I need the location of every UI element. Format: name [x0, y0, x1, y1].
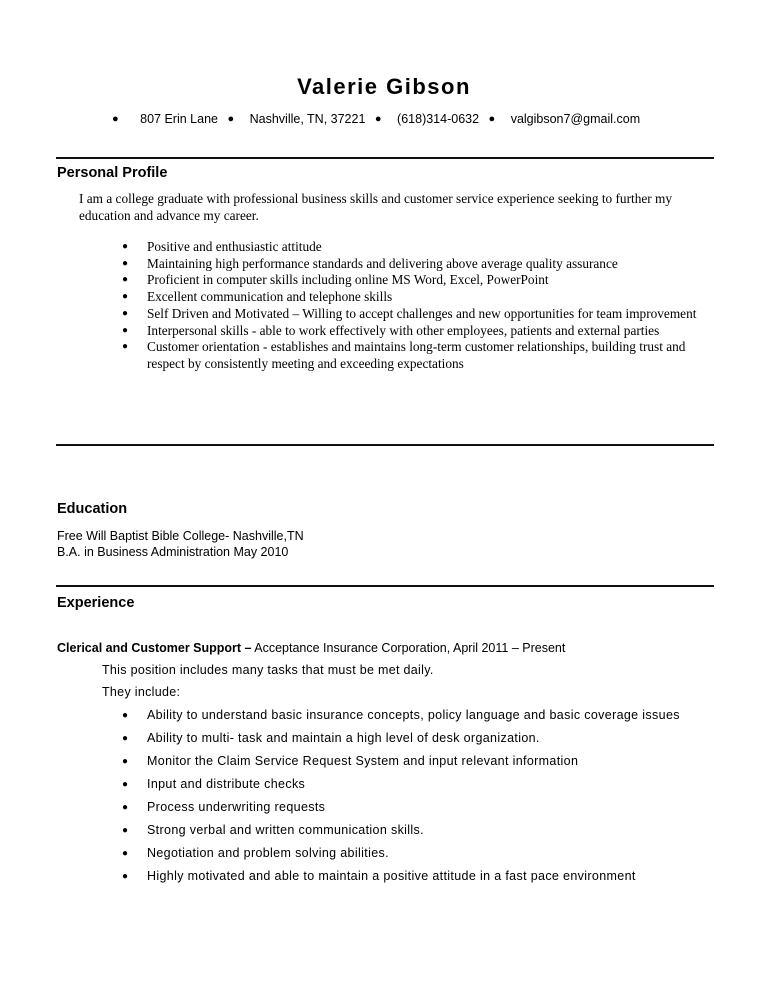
list-item: ● Input and distribute checks — [122, 777, 306, 791]
list-item: ● Proficient in computer skills including online MS Word, Excel, PowerPoint — [122, 272, 549, 288]
job-line — [57, 641, 565, 655]
bullet-icon: ● — [122, 779, 129, 790]
contact-email: valgibson7@gmail.com — [510, 112, 641, 126]
experience-list — [122, 708, 707, 892]
bullet-icon: ● — [122, 871, 129, 882]
bullet-icon: ● — [488, 113, 496, 125]
contact-phone: (618)314-0632 — [397, 112, 480, 126]
bullet-icon: ● — [122, 733, 129, 744]
bullet-icon: ● — [122, 307, 129, 319]
bullet-icon: ● — [122, 825, 129, 836]
list-item: ● Highly motivated and able to maintain a positive attitude in a fast pace environment — [122, 869, 636, 883]
section-divider — [56, 444, 714, 446]
list-item: ● Self Driven and Motivated – Willing to accept challenges and new opportunities for team improvement — [122, 305, 697, 321]
bullet-icon: ● — [122, 324, 129, 336]
bullet-icon: ● — [374, 113, 382, 125]
job-description-lead: They include: — [102, 685, 181, 699]
contact-line — [112, 112, 640, 126]
bullet-icon: ● — [122, 257, 129, 269]
education-block — [57, 528, 304, 560]
job-detail: Acceptance Insurance Corporation, April 2011 – Present — [251, 641, 566, 655]
section-divider — [56, 585, 714, 587]
contact-address: 807 Erin Lane — [140, 112, 218, 126]
list-item: ● Maintaining high performance standards and delivering above average quality assurance — [122, 255, 618, 271]
list-item: ● Negotiation and problem solving abilities. — [122, 846, 389, 860]
bullet-icon: ● — [122, 241, 129, 252]
bullet-icon: ● — [122, 756, 129, 767]
list-item: ● Ability to multi- task and maintain a high level of desk organization. — [122, 731, 540, 745]
resume-name: Valerie Gibson — [297, 74, 471, 99]
bullet-icon: ● — [122, 802, 129, 813]
bullet-icon: ● — [122, 291, 129, 303]
bullet-icon: ● — [122, 341, 129, 353]
profile-list — [122, 239, 717, 373]
job-title: Clerical and Customer Support – — [57, 641, 252, 655]
list-item: ● Monitor the Claim Service Request System and input relevant information — [122, 754, 579, 768]
bullet-icon: ● — [112, 113, 119, 125]
bullet-icon: ● — [122, 274, 129, 286]
education-degree: B.A. in Business Administration May 2010 — [57, 545, 289, 559]
education-school: Free Will Baptist Bible College- Nashville,TN — [57, 529, 304, 543]
profile-intro: I am a college graduate with professional business skills and customer service experience seeking to further my education and advance my career. — [79, 191, 672, 223]
list-item: ● Positive and enthusiastic attitude — [122, 239, 322, 254]
bullet-icon: ● — [227, 113, 235, 125]
contact-city: Nashville, TN, 37221 — [249, 112, 366, 126]
list-item: ● Customer orientation - establishes and maintains long-term customer relationships, building trust and respect by consistently meeting and exceeding expectations — [122, 339, 686, 371]
list-item: ● Ability to understand basic insurance concepts, policy language and basic coverage issues — [122, 708, 680, 722]
profile-heading: Personal Profile — [57, 165, 168, 181]
experience-heading: Experience — [57, 595, 135, 611]
bullet-icon: ● — [122, 710, 129, 721]
list-item: ● Strong verbal and written communication skills. — [122, 823, 424, 837]
job-description: This position includes many tasks that must be met daily. — [102, 663, 434, 677]
list-item: ● Excellent communication and telephone skills — [122, 289, 393, 305]
education-heading: Education — [57, 501, 128, 517]
bullet-icon: ● — [122, 848, 129, 859]
section-divider — [56, 157, 714, 159]
list-item: ● Process underwriting requests — [122, 800, 326, 814]
list-item: ● Interpersonal skills - able to work effectively with other employees, patients and external parties — [122, 322, 660, 338]
